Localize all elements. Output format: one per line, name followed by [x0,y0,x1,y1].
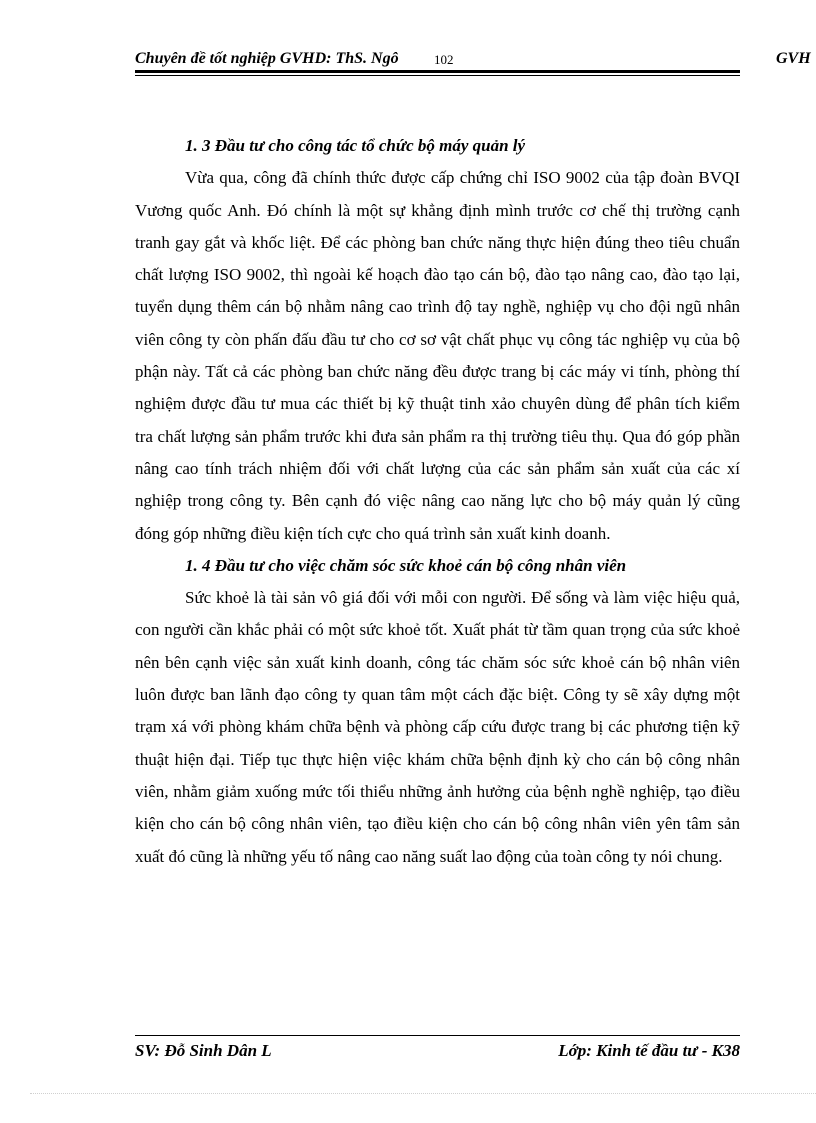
header-title: Chuyên đề tốt nghiệp GVHD: ThS. Ngô [135,50,399,67]
header-right-text: GVH [776,50,811,67]
header-divider [135,70,740,76]
page-edge-divider [30,1093,816,1094]
section-paragraph-1-4: Sức khoẻ là tài sản vô giá đối với mỗi con người. Để sống và làm việc hiệu quả, con người cần khắc phải có một sức khoẻ tốt. Xuất phát từ tầm quan trọng của sức khoẻ nên bên cạnh việc sản xuất kinh doanh, công tác chăm sóc sức khoẻ cán bộ nhân viên luôn được ban lãnh đạo công ty quan tâm một cách đặc biệt. Công ty sẽ xây dựng một trạm xá với phòng khám chữa bệnh và phòng cấp cứu được trang bị các phương tiện kỹ thuật hiện đại. Tiếp tục thực hiện việc khám chữa bệnh định kỳ cho cán bộ công nhân viên, nhằm giảm xuống mức tối thiểu những ảnh hưởng của bệnh nghề nghiệp, tạo điều kiện cho cán bộ công nhân viên, tạo điều kiện cho cán bộ công nhân viên yên tâm sản xuất đó cũng là những yếu tố nâng cao năng suất lao động của toàn công ty nói chung. [135,588,740,866]
footer-divider [135,1035,740,1036]
document-body [135,130,740,873]
section-heading-1-3: 1. 3 Đầu tư cho công tác tổ chức bộ máy quản lý [185,136,526,155]
section-heading-1-4: 1. 4 Đầu tư cho việc chăm sóc sức khoẻ cán bộ công nhân viên [185,555,627,575]
footer-student: SV: Đỗ Sinh Dân L [135,1041,272,1060]
footer-class: Lớp: Kinh tế đầu tư - K38 [558,1041,740,1060]
page-number: 102 [434,52,454,67]
section-paragraph-1-3: Vừa qua, công đã chính thức được cấp chứng chỉ ISO 9002 của tập đoàn BVQI Vương quốc Anh. Đó chính là một sự khẳng định mình trước cơ chế thị trường cạnh tranh gay gắt và khốc liệt. Để các phòng ban chức năng thực hiện đúng theo tiêu chuẩn chất lượng ISO 9002, thì ngoài kế hoạch đào tạo cán bộ, đào tạo nâng cao, đào tạo lại, tuyển dụng thêm cán bộ nhằm nâng cao trình độ tay nghề, nghiệp vụ cho đội ngũ nhân viên công ty còn phấn đấu đầu tư cho cơ sơ vật chất phục vụ công tác nghiệp vụ của bộ phận này. Tất cả các phòng ban chức năng đều được trang bị các máy vi tính, phòng thí nghiệm được đầu tư mua các thiết bị kỹ thuật tinh xảo chuyên dùng để phân tích kiểm tra chất lượng sản phẩm trước khi đưa sản phẩm ra thị trường tiêu thụ. Qua đó góp phần nâng cao tính trách nhiệm đối với chất lượng của các sản phẩm sản xuất của các xí nghiệp trong công ty. Bên cạnh đó việc nâng cao năng lực cho bộ máy quản lý cũng đóng góp những điều kiện tích cực cho quá trình sản xuất kinh doanh. [135,168,740,543]
